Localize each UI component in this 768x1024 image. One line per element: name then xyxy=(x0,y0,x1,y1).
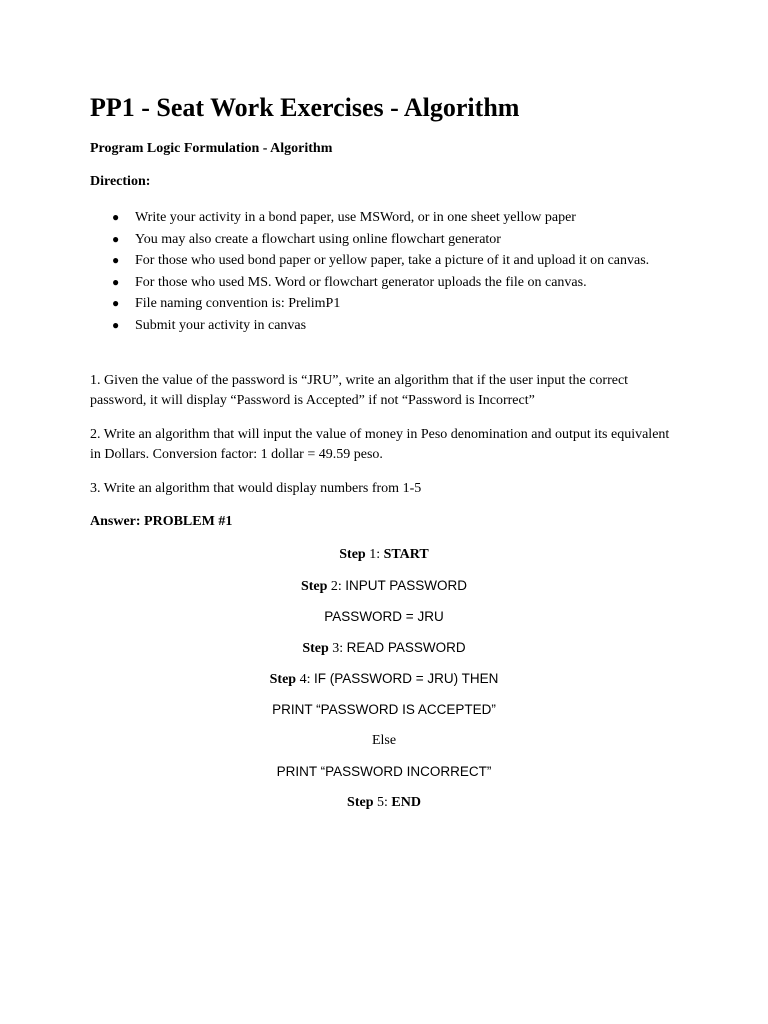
step-text: IF (PASSWORD = JRU) THEN xyxy=(313,671,499,686)
list-item xyxy=(90,293,680,315)
list-item-text: You may also create a flowchart using online flowchart generator xyxy=(135,231,501,247)
algorithm-line xyxy=(0,545,768,576)
list-item xyxy=(90,229,680,251)
algorithm-line xyxy=(0,793,768,824)
step-text: START xyxy=(383,547,429,562)
algorithm-line xyxy=(0,607,768,638)
algorithm-line xyxy=(0,669,768,700)
step-text: INPUT PASSWORD xyxy=(345,578,468,593)
list-item-text: For those who used bond paper or yellow paper, take a picture of it and upload it on canvas. xyxy=(135,253,650,268)
step-number: 5: xyxy=(377,795,388,810)
algorithm-line xyxy=(0,638,768,669)
step-word: Step xyxy=(347,795,374,810)
list-item-text: Write your activity in a bond paper, use MSWord, or in one sheet yellow paper xyxy=(135,210,576,225)
step-text: READ PASSWORD xyxy=(346,640,466,655)
list-item xyxy=(90,250,680,272)
step-number: 2: xyxy=(330,579,342,594)
step-word: Step xyxy=(339,547,366,562)
subtitle: Program Logic Formulation - Algorithm xyxy=(90,141,333,156)
problem-3: 3. Write an algorithm that would display numbers from 1-5 xyxy=(90,481,422,496)
bullet-icon: ● xyxy=(112,210,120,224)
algorithm-line xyxy=(0,762,768,793)
problem-2: 2. Write an algorithm that will input the value of money in Peso denomination and output its equivalent in Dollars. Conversion factor: 1 dollar = 49.59 peso. xyxy=(90,427,670,462)
step-text: PRINT “PASSWORD INCORRECT” xyxy=(276,764,492,779)
bullet-icon: ● xyxy=(112,274,120,289)
step-word: Step xyxy=(302,641,329,656)
step-number: 4: xyxy=(299,672,311,687)
page-title: PP1 - Seat Work Exercises - Algorithm xyxy=(90,93,520,122)
algorithm-line xyxy=(0,700,768,731)
algorithm-steps xyxy=(0,545,768,824)
algorithm-line xyxy=(0,576,768,607)
bullet-icon: ● xyxy=(112,253,120,267)
list-item-text: File naming convention is: PrelimP1 xyxy=(135,296,341,311)
step-text: PRINT “PASSWORD IS ACCEPTED” xyxy=(272,702,496,717)
step-number: 3: xyxy=(332,641,344,656)
list-item xyxy=(90,272,680,294)
bullet-icon: ● xyxy=(112,296,120,310)
step-word: Step xyxy=(300,579,328,594)
algorithm-line xyxy=(0,731,768,762)
step-text: END xyxy=(391,795,421,810)
bullet-icon: ● xyxy=(112,317,120,332)
step-word: Step xyxy=(269,672,297,687)
list-item-text: Submit your activity in canvas xyxy=(135,317,307,333)
step-text: Else xyxy=(371,733,397,748)
list-item xyxy=(90,315,680,337)
directions-list xyxy=(90,207,680,336)
list-item-text: For those who used MS. Word or flowchart generator uploads the file on canvas. xyxy=(135,274,587,290)
bullet-icon: ● xyxy=(112,231,120,246)
direction-label: Direction: xyxy=(90,174,151,189)
answer-label: Answer: PROBLEM #1 xyxy=(90,514,233,529)
step-text: PASSWORD = JRU xyxy=(324,609,444,624)
problem-1: 1. Given the value of the password is “JRU”, write an algorithm that if the user input the correct password, it will display “Password is Accepted” if not “Password is Incorrect” xyxy=(90,373,629,408)
list-item xyxy=(90,207,680,229)
step-number: 1: xyxy=(369,547,381,562)
